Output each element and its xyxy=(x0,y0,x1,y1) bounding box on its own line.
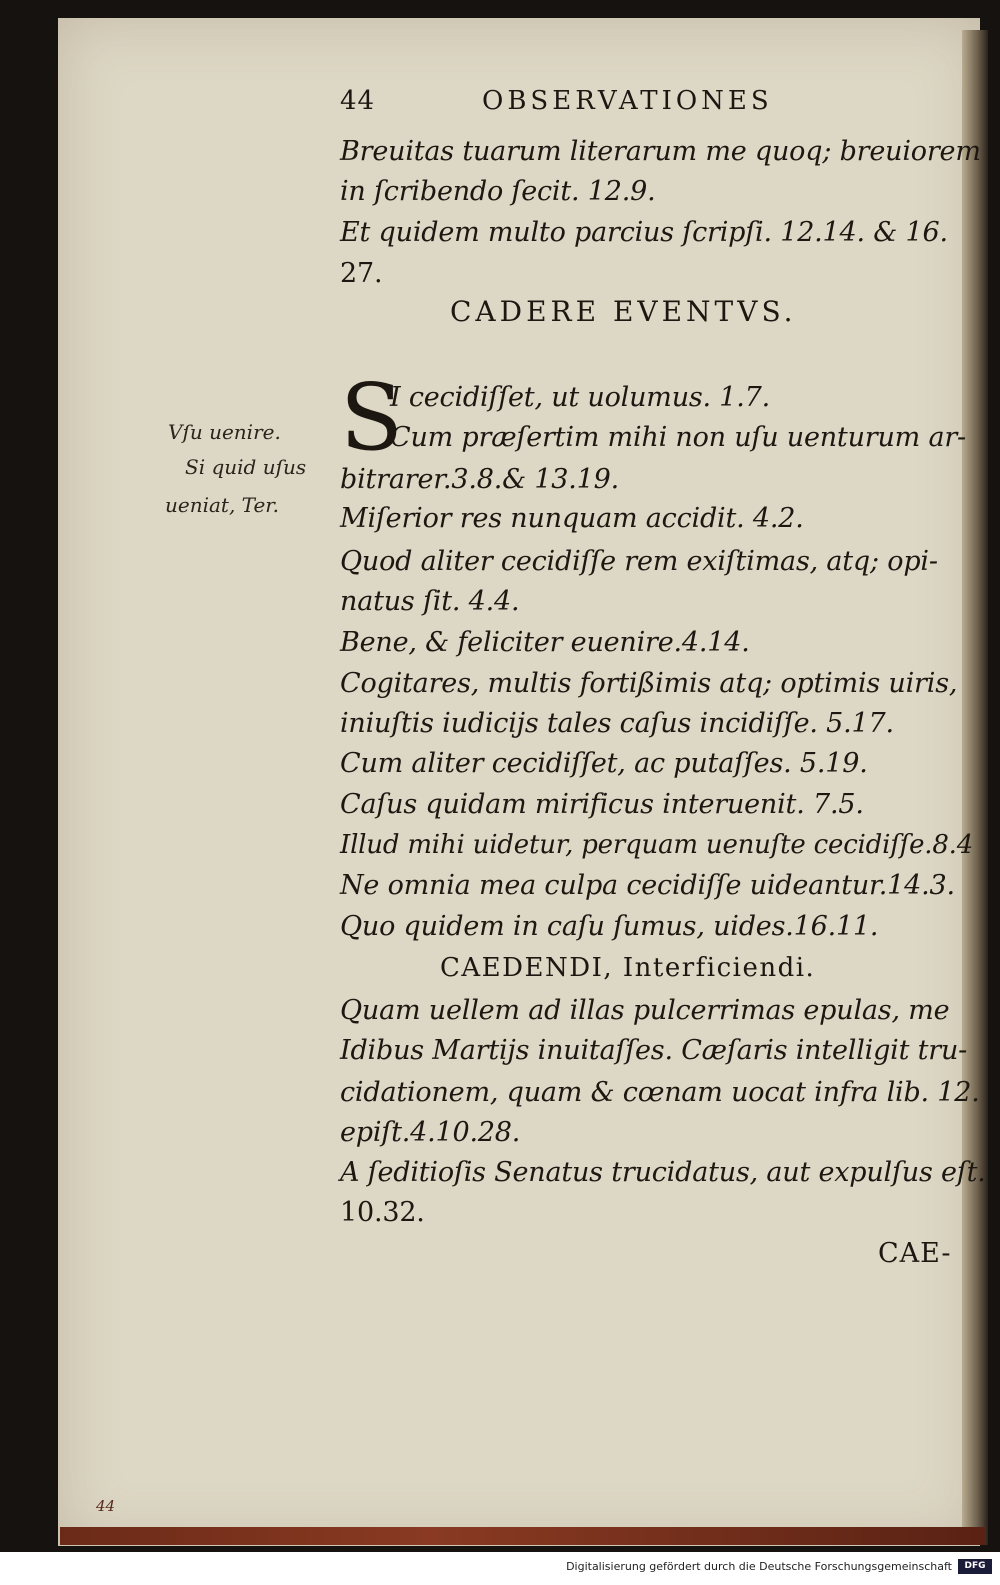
running-head: OBSERVATIONES xyxy=(482,86,773,116)
dfg-logo-icon: DFG xyxy=(958,1559,992,1574)
text-line: I cecidiſſet, ut uolumus. 1.7. xyxy=(390,382,771,413)
marginal-note: ueniat, Ter. xyxy=(165,493,280,517)
section-heading: CAEDENDI, Interficiendi. xyxy=(440,953,816,983)
text-line: in ſcribendo ſecit. 12.9. xyxy=(340,176,656,207)
text-line: cidationem, quam & cœnam uocat infra lib. 12. xyxy=(340,1077,980,1108)
handwritten-mark: 44 xyxy=(96,1497,116,1515)
text-line: Cum præſertim mihi non uſu uenturum ar- xyxy=(390,422,966,453)
book-cover-edge xyxy=(60,1527,985,1545)
text-line: Bene, & feliciter euenire.4.14. xyxy=(340,627,750,658)
page-number: 44 xyxy=(340,86,376,116)
catchword: CAE- xyxy=(878,1238,952,1269)
text-line: Quo quidem in caſu ſumus, uides.16.11. xyxy=(340,911,879,942)
text-line: Et quidem multo parcius ſcripſi. 12.14. & 16. xyxy=(340,217,948,248)
funding-credit: Digitalisierung gefördert durch die Deutsche Forschungsgemeinschaft xyxy=(566,1560,952,1573)
marginal-note: Vſu uenire. xyxy=(168,420,281,444)
digitization-footer xyxy=(0,1552,1000,1585)
page-edge xyxy=(962,30,988,1545)
marginal-note: Si quid uſus xyxy=(185,455,307,479)
text-line: Cum aliter cecidiſſet, ac putaſſes. 5.19. xyxy=(340,748,868,779)
section-heading: CADERE EVENTVS. xyxy=(450,295,797,328)
text-line: Quod aliter cecidiſſe rem exiſtimas, atq; opi- xyxy=(340,546,938,577)
text-line: iniuſtis iudicijs tales caſus incidiſſe. 5.17. xyxy=(340,708,894,739)
text-line: bitrarer.3.8.& 13.19. xyxy=(340,464,619,495)
text-line: natus ſit. 4.4. xyxy=(340,586,520,617)
text-line: epiſt.4.10.28. xyxy=(340,1117,521,1148)
text-line: Cogitares, multis fortißimis atq; optimis uiris, xyxy=(340,668,958,699)
text-line: 10.32. xyxy=(340,1197,425,1228)
text-line: Miſerior res nunquam accidit. 4.2. xyxy=(340,503,804,534)
text-line: A ſeditioſis Senatus trucidatus, aut expulſus eſt. xyxy=(340,1157,986,1188)
text-line: Caſus quidam mirificus interuenit. 7.5. xyxy=(340,789,864,820)
text-line: Ne omnia mea culpa cecidiſſe uideantur.14.3. xyxy=(340,870,955,901)
text-line: Breuitas tuarum literarum me quoq; breuiorem xyxy=(340,136,981,167)
text-line: Illud mihi uidetur, perquam uenuſte cecidiſſe.8.4 xyxy=(340,830,974,860)
text-line: 27. xyxy=(340,258,383,289)
text-line: Idibus Martijs inuitaſſes. Cæſaris intelligit tru- xyxy=(340,1035,968,1066)
text-line: Quam uellem ad illas pulcerrimas epulas, me xyxy=(340,995,950,1026)
drop-cap: S xyxy=(340,364,404,471)
